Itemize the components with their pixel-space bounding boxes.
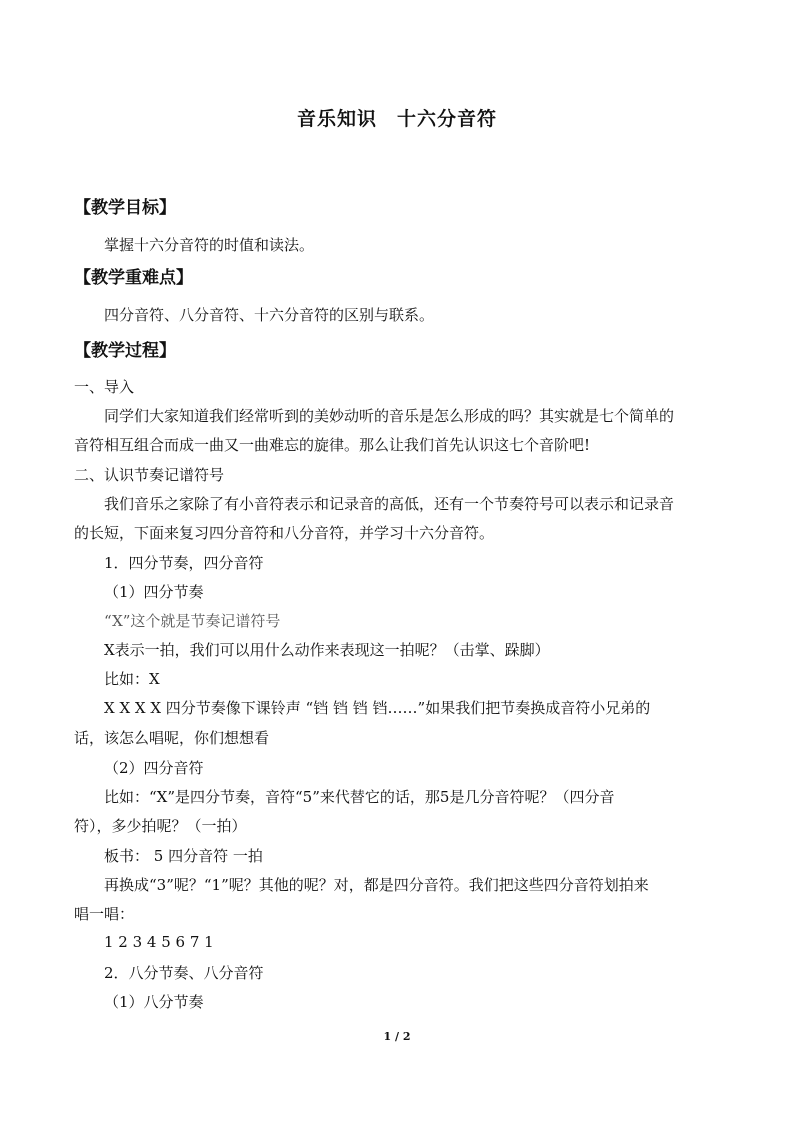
paragraph-line: 再换成“3”呢？“1”呢？其他的呢？对，都是四分音符。我们把这些四分音符划拍来 [104, 876, 649, 894]
subsection-item: （1）四分节奏 [104, 583, 204, 601]
paragraph-line: 的长短，下面来复习四分音符和八分音符，并学习十六分音符。 [74, 524, 495, 542]
key-points-text: 四分音符、八分音符、十六分音符的区别与联系。 [104, 306, 435, 324]
paragraph-line: 唱一唱： [74, 905, 135, 923]
paragraph-line: 符），多少拍呢？（一拍） [74, 817, 247, 835]
process-heading: 【教学过程】 [74, 341, 176, 361]
section-rhythm-heading: 二、认识节奏记谱符号 [74, 466, 225, 484]
teaching-goals-text: 掌握十六分音符的时值和读法。 [104, 236, 315, 254]
paragraph-line: 比如：X [104, 670, 160, 688]
paragraph-line: 同学们大家知道我们经常听到的美妙动听的音乐是怎么形成的吗？其实就是七个简单的 [104, 407, 675, 425]
subsection-item: （2）四分音符 [104, 759, 204, 777]
paragraph-line: “X”这个就是节奏记谱符号 [104, 612, 281, 630]
page-number: 1 / 2 [383, 1030, 411, 1043]
key-points-heading: 【教学重难点】 [74, 268, 193, 288]
paragraph-line: 板书： 5 四分音符 一拍 [104, 847, 263, 865]
teaching-goals-heading: 【教学目标】 [74, 198, 176, 218]
paragraph-line: X表示一拍，我们可以用什么动作来表现这一拍呢？（击掌、跺脚） [104, 641, 550, 659]
document-title: 音乐知识 十六分音符 [296, 108, 497, 130]
paragraph-line: 比如：“X”是四分节奏，音符“5”来代替它的话，那5是几分音符呢？（四分音 [104, 788, 615, 806]
subsection-heading: 1．四分节奏，四分音符 [104, 554, 264, 572]
subsection-heading: 2．八分节奏、八分音符 [104, 964, 264, 982]
paragraph-line: X X X X 四分节奏像下课铃声 “铛 铛 铛 铛……”如果我们把节奏换成音符小兄弟的 [104, 699, 651, 717]
paragraph-line: 1 2 3 4 5 6 7 1 [104, 933, 214, 951]
section-intro-heading: 一、导入 [74, 378, 135, 396]
paragraph-line: 话，该怎么唱呢，你们想想看 [74, 729, 270, 747]
subsection-item: （1）八分节奏 [104, 993, 204, 1011]
paragraph-line: 我们音乐之家除了有小音符表示和记录音的高低，还有一个节奏符号可以表示和记录音 [104, 495, 675, 513]
paragraph-line: 音符相互组合而成一曲又一曲难忘的旋律。那么让我们首先认识这七个音阶吧! [74, 436, 591, 454]
